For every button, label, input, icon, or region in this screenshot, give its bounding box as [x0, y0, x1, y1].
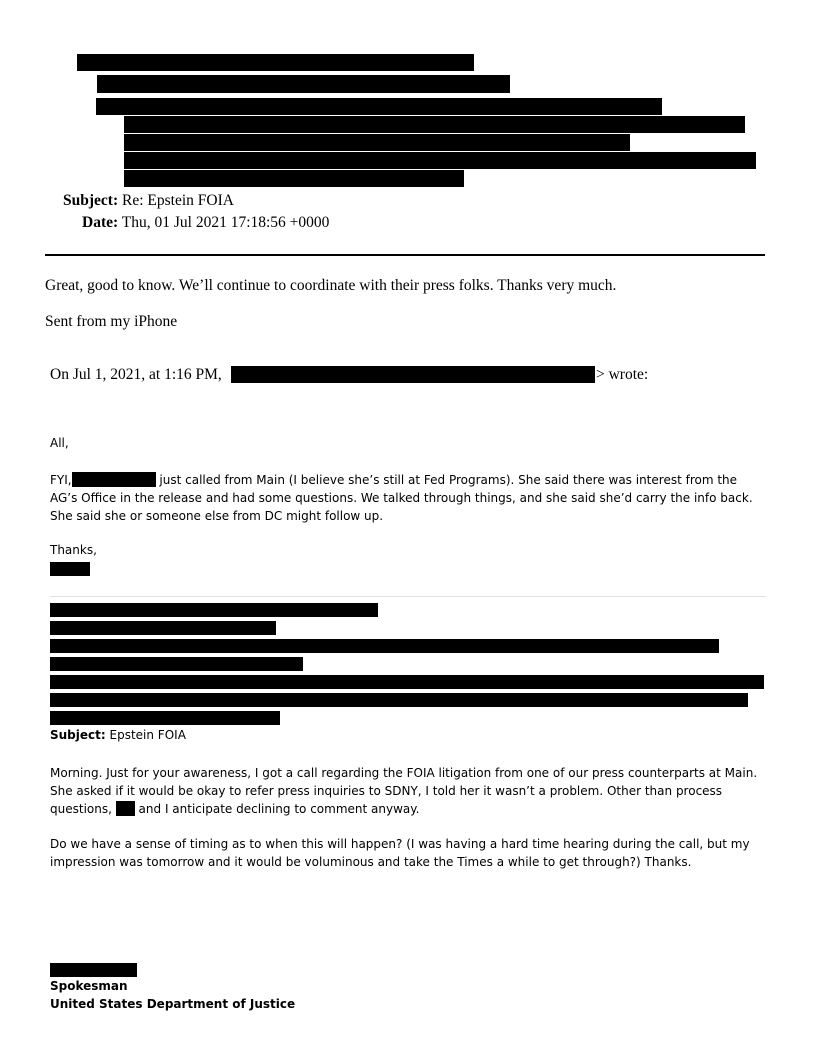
redacted-signoff	[50, 562, 90, 576]
redacted-from	[77, 54, 474, 71]
date-value: Thu, 01 Jul 2021 17:18:56 +0000	[121, 214, 330, 231]
quote-header-prefix: On Jul 1, 2021, at 1:16 PM,	[50, 366, 222, 383]
reply-line: Great, good to know. We’ll continue to coordinate with their press folks. Thanks very much.	[45, 277, 617, 294]
date-label: Date:	[82, 214, 119, 231]
header-date	[82, 214, 329, 232]
redacted-signature-name	[50, 963, 137, 977]
redacted-initials	[116, 801, 135, 816]
redacted-from-2	[50, 603, 378, 617]
message-divider	[50, 596, 766, 597]
closing: Thanks,	[50, 543, 97, 557]
subject-label: Subject:	[63, 192, 119, 209]
header-divider	[45, 254, 765, 256]
message1-body	[50, 471, 766, 525]
redacted-sender	[231, 366, 595, 383]
greeting: All,	[50, 436, 69, 450]
redacted-cc-line-2	[124, 116, 745, 133]
message2-para1-start: Morning. Just for your awareness, I got a call regarding the FOIA litigation from one of our press counterparts at Main. She asked if it would be okay to refer press inquiries to SDNY, I told her it wasn’t a problem. Other than process questions,	[50, 766, 758, 816]
quote-header-suffix: > wrote:	[596, 366, 649, 383]
message2-para1	[50, 764, 766, 818]
message1-body-rest: just called from Main (I believe she’s still at Fed Programs). She said there was interest from the AG’s Office in the release and had some questions. We talked through things, and she said she’d carry the info back. She said she or someone else from DC might follow up.	[50, 473, 753, 523]
header-subject	[63, 192, 234, 210]
message1-body-start: FYI,	[50, 473, 72, 487]
message2-subject-label: Subject:	[50, 728, 106, 742]
message2-subject-value: Epstein FOIA	[109, 728, 186, 742]
redacted-cc-line-4	[124, 152, 756, 169]
redacted-cc-2-line-2	[50, 693, 748, 707]
message2-para1-end: and I anticipate declining to comment anyway.	[134, 802, 420, 816]
redacted-cc-line-5	[124, 170, 464, 187]
redacted-cc-2-line-3	[50, 711, 280, 725]
redacted-sent-2	[50, 621, 276, 635]
redacted-cc-line-3	[124, 134, 630, 151]
sent-from-line: Sent from my iPhone	[45, 313, 178, 330]
redacted-cc	[96, 98, 662, 115]
redacted-cc-2	[50, 675, 764, 689]
redacted-name	[72, 472, 156, 487]
redacted-to-2	[50, 639, 719, 653]
message2-subject	[50, 728, 186, 742]
redacted-to-2-line-2	[50, 657, 303, 671]
message2-para2: Do we have a sense of timing as to when this will happen? (I was having a hard time hearing during the call, but my impression was tomorrow and it would be voluminous and take the Times a while to get through?) Thanks.	[50, 837, 750, 869]
signature-title: Spokesman	[50, 979, 128, 993]
redacted-to	[97, 75, 510, 93]
signature-org: United States Department of Justice	[50, 997, 296, 1011]
subject-value: Re: Epstein FOIA	[121, 192, 234, 209]
